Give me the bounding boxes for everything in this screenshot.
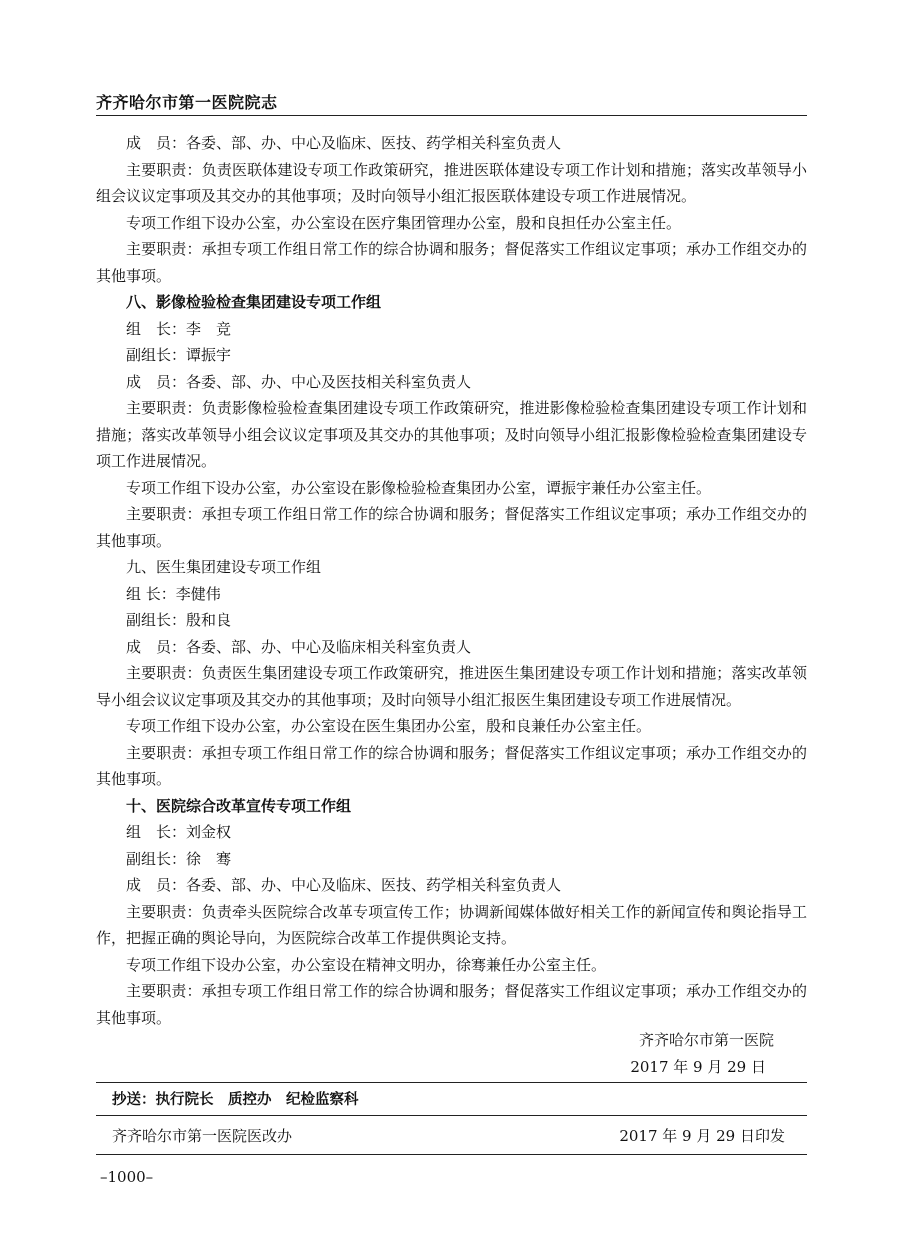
signature-org: 齐齐哈尔市第一医院: [638, 1031, 774, 1049]
paragraph: 成 员：各委、部、办、中心及临床、医技、药学相关科室负责人: [126, 876, 562, 894]
paragraph: 主要职责：负责牵头医院综合改革专项宣传工作；协调新闻媒体做好相关工作的新闻宣传和舆论指导工作，把握正确的舆论导向，为医院综合改革工作提供舆论支持。: [96, 902, 807, 947]
paragraph: 专项工作组下设办公室，办公室设在医疗集团管理办公室，殷和良担任办公室主任。: [126, 213, 682, 232]
document-header-title: 齐齐哈尔市第一医院院志: [96, 93, 278, 112]
paragraph: 主要职责：负责影像检验检查集团建设专项工作政策研究，推进影像检验检查集团建设专项工作计划和措施；落实改革领导小组会议议定事项及其交办的其他事项；及时向领导小组汇报影像检验检查集团建设专项工作进展情况。: [96, 399, 807, 470]
document-body: [96, 130, 807, 1031]
paragraph: 专项工作组下设办公室，办公室设在精神文明办，徐骞兼任办公室主任。: [126, 955, 607, 974]
paragraph: 专项工作组下设办公室，办公室设在医生集团办公室，殷和良兼任办公室主任。: [126, 717, 652, 735]
header-divider: [96, 115, 807, 116]
section-heading: 十、医院综合改革宣传专项工作组: [126, 796, 352, 815]
paragraph: 主要职责：负责医生集团建设专项工作政策研究，推进医生集团建设专项工作计划和措施；落实改革领导小组会议议定事项及其交办的其他事项；及时向领导小组汇报医生集团建设专项工作进展情况。: [96, 664, 807, 709]
paragraph: 主要职责：负责医联体建设专项工作政策研究，推进医联体建设专项工作计划和措施；落实改革领导小组会议议定事项及其交办的其他事项；及时向领导小组汇报医联体建设专项工作进展情况。: [96, 160, 807, 205]
issue-divider-top: [96, 1115, 807, 1116]
paragraph: 组 长：李健伟: [126, 584, 221, 603]
issuing-office: 齐齐哈尔市第一医院医改办: [112, 1127, 293, 1145]
paragraph: 副组长：徐 骞: [126, 849, 232, 868]
cc-recipients: 抄送：执行院长 质控办 纪检监察科: [112, 1092, 359, 1108]
paragraph: 成 员：各委、部、办、中心及医技相关科室负责人: [126, 372, 472, 391]
paragraph: 组 长：刘金权: [126, 823, 232, 841]
paragraph: 主要职责：承担专项工作组日常工作的综合协调和服务；督促落实工作组议定事项；承办工作组交办的其他事项。: [96, 505, 807, 550]
paragraph: 副组长：谭振宇: [126, 346, 232, 364]
issue-divider-bottom: [96, 1154, 807, 1155]
paragraph: 主要职责：承担专项工作组日常工作的综合协调和服务；督促落实工作组议定事项；承办工作组交办的其他事项。: [96, 240, 807, 285]
page-number: –1000–: [100, 1168, 154, 1186]
signature-date: 2017 年 9 月 29 日: [630, 1057, 766, 1076]
signature-block: [574, 1027, 774, 1080]
cc-divider: [96, 1082, 807, 1083]
paragraph: 成 员：各委、部、办、中心及临床相关科室负责人: [126, 637, 472, 656]
paragraph: 成 员：各委、部、办、中心及临床、医技、药学相关科室负责人: [126, 134, 562, 152]
paragraph: 主要职责：承担专项工作组日常工作的综合协调和服务；督促落实工作组议定事项；承办工作组交办的其他事项。: [96, 743, 807, 788]
paragraph: 主要职责：承担专项工作组日常工作的综合协调和服务；督促落实工作组议定事项；承办工作组交办的其他事项。: [96, 982, 807, 1027]
paragraph: 专项工作组下设办公室，办公室设在影像检验检查集团办公室，谭振宇兼任办公室主任。: [126, 478, 712, 497]
paragraph: 九、医生集团建设专项工作组: [126, 558, 322, 576]
section-heading: 八、影像检验检查集团建设专项工作组: [126, 293, 382, 311]
paragraph: 副组长：殷和良: [126, 611, 232, 629]
issue-date: 2017 年 9 月 29 日印发: [619, 1127, 785, 1145]
paragraph: 组 长：李 竞: [126, 319, 232, 338]
